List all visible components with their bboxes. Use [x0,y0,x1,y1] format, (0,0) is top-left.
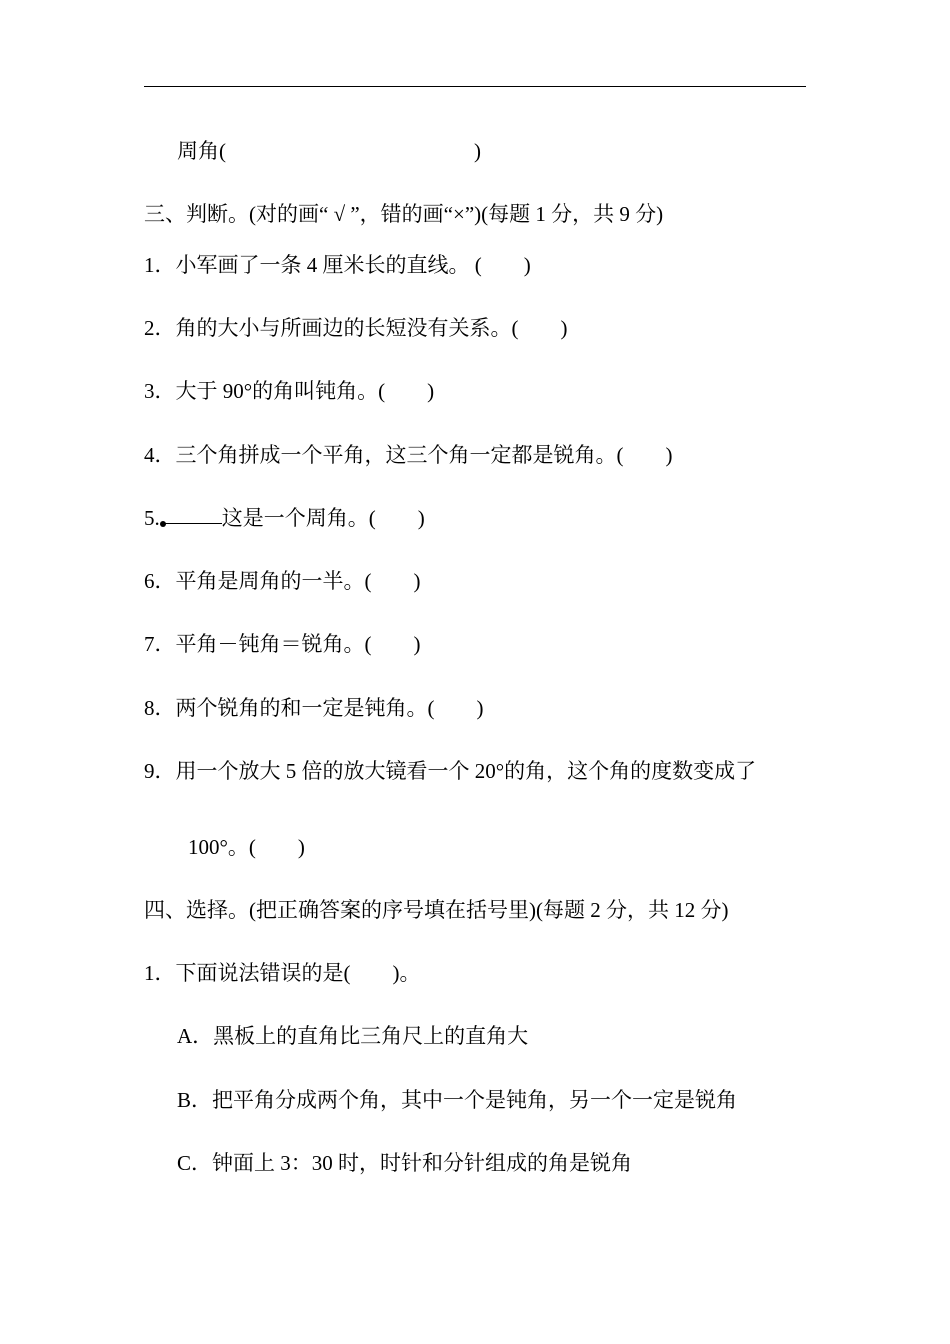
option-a[interactable] [177,1023,528,1049]
round-angle-label: 周角( [177,139,226,163]
answer-bracket[interactable]: ( ) [368,506,425,530]
item-text: 用一个放大 5 倍的放大镜看一个 20°的角，这个角的度数变成了 [175,759,757,783]
item-text: 平角－钝角＝锐角。 [175,632,365,656]
judge-item-1 [144,252,531,278]
item-text: 这是一个周角。 [221,506,369,530]
answer-bracket[interactable]: ( ) [616,443,673,467]
ray-line [163,523,222,524]
ray-figure [160,510,222,530]
option-letter: C． [177,1151,213,1175]
header-rule [144,86,806,87]
option-text: 钟面上 3：30 时，时针和分针组成的角是锐角 [212,1151,633,1175]
item-number: 1． [144,961,176,985]
judge-item-7 [144,631,421,657]
answer-bracket[interactable]: ( ) [364,569,421,593]
judge-item-6 [144,568,421,594]
item-number: 5. [144,506,160,530]
item-text: 三个角拼成一个平角，这三个角一定都是锐角。 [175,443,617,467]
item-text: 大于 90°的角叫钝角。 [175,379,379,403]
judge-item-3 [144,378,434,404]
item-text: 两个锐角的和一定是钝角。 [175,696,428,720]
answer-bracket[interactable]: ( ) [364,632,421,656]
answer-bracket[interactable]: ( ) [511,316,568,340]
item-number: 2． [144,316,176,340]
item-number: 1． [144,253,176,277]
judge-item-4 [144,442,673,468]
option-text: 黑板上的直角比三角尺上的直角大 [213,1024,529,1048]
item-number: 6． [144,569,176,593]
judge-item-9 [144,758,756,784]
item-text: 平角是周角的一半。 [175,569,365,593]
question-text: 下面说法错误的是( )。 [175,961,421,985]
judge-item-9-continued [188,834,305,860]
item-number: 3． [144,379,176,403]
choice-question-1 [144,960,421,986]
option-text: 把平角分成两个角，其中一个是钝角，另一个一定是锐角 [212,1088,738,1112]
option-letter: A． [177,1024,214,1048]
item-number: 7． [144,632,176,656]
section3-heading: 三、判断。(对的画“ √ ”，错的画“×”)(每题 1 分，共 9 分) [144,202,664,226]
option-c[interactable] [177,1150,632,1176]
round-angle-item [177,138,481,164]
answer-bracket[interactable]: ( ) [474,253,531,277]
section4-heading: 四、选择。(把正确答案的序号填在括号里)(每题 2 分，共 12 分) [144,898,729,922]
answer-bracket[interactable]: ( ) [378,379,435,403]
item-text: 小军画了一条 4 厘米长的直线。 [175,253,470,277]
item-number: 8． [144,696,176,720]
answer-bracket[interactable]: ( ) [248,835,305,859]
item-number: 4． [144,443,176,467]
judge-item-2 [144,315,568,341]
item-text-continued: 100°。 [188,835,249,859]
item-number: 9． [144,759,176,783]
option-b[interactable] [177,1087,737,1113]
ray-endpoint [160,521,166,527]
item-text: 角的大小与所画边的长短没有关系。 [175,316,512,340]
answer-bracket[interactable]: ( ) [427,696,484,720]
judge-item-5 [144,505,425,531]
judge-item-8 [144,695,484,721]
round-angle-close: ) [474,139,481,163]
option-letter: B． [177,1088,213,1112]
